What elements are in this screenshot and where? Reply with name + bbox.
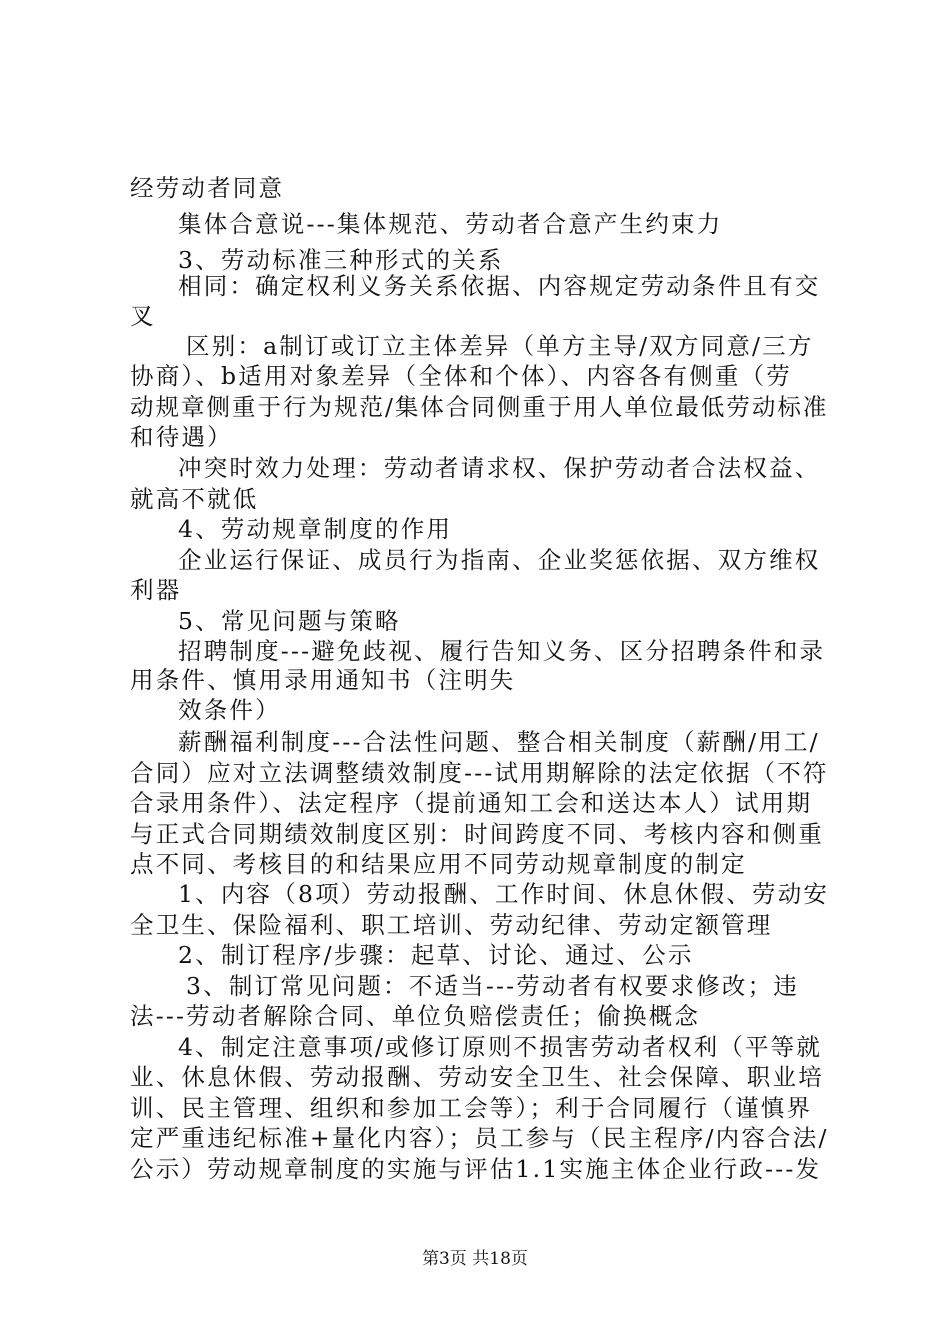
- text-line: 2、制订程序/步骤：起草、讨论、通过、公示: [178, 941, 694, 969]
- text-line: 1、内容（8项）劳动报酬、工作时间、休息休假、劳动安: [178, 880, 830, 908]
- text-line: 区别：a制订或订立主体差异（单方主导/双方同意/三方: [186, 332, 814, 360]
- text-line: 薪酬福利制度---合法性问题、整合相关制度（薪酬/用工/: [178, 728, 820, 756]
- text-line: 就高不就低: [130, 485, 259, 513]
- text-line: 用条件、慎用录用通知书（注明失: [130, 666, 516, 694]
- text-line: 训、民主管理、组织和参加工会等）；利于合同履行（谨慎界: [130, 1094, 813, 1122]
- text-line: 动规章侧重于行为规范/集体合同侧重于用人单位最低劳动标准: [130, 393, 829, 421]
- text-line: 相同：确定权利义务关系依据、内容规定劳动条件且有交: [178, 272, 821, 300]
- text-line: 协商）、b适用对象差异（全体和个体）、内容各有侧重（劳: [130, 362, 792, 390]
- text-line: 利器: [130, 576, 182, 604]
- text-line: 业、休息休假、劳动报酬、劳动安全卫生、社会保障、职业培: [130, 1063, 824, 1091]
- text-line: 招聘制度---避免歧视、履行告知义务、区分招聘条件和录: [178, 637, 826, 665]
- text-line: 5、常见问题与策略: [178, 607, 401, 635]
- text-line: 与正式合同期绩效制度区别：时间跨度不同、考核内容和侧重: [130, 820, 824, 848]
- text-line: 经劳动者同意: [130, 174, 285, 202]
- text-line: 4、劳动规章制度的作用: [178, 515, 453, 543]
- text-line: 全卫生、保险福利、职工培训、劳动纪律、劳动定额管理: [130, 911, 773, 939]
- text-line: 企业运行保证、成员行为指南、企业奖惩依据、双方维权: [178, 546, 821, 574]
- text-line: 效条件）: [178, 696, 281, 724]
- text-line: 3、劳动标准三种形式的关系: [178, 246, 504, 274]
- text-line: 合录用条件）、法定程序（提前通知工会和送达本人）试用期: [130, 789, 813, 817]
- text-line: 公示）劳动规章制度的实施与评估1.1实施主体企业行政---发: [130, 1155, 822, 1183]
- text-line: 合同）应对立法调整绩效制度---试用期解除的法定依据（不符: [130, 759, 829, 787]
- page-number-footer: 第3页 共18页: [422, 1249, 528, 1269]
- text-line: 点不同、考核目的和结果应用不同劳动规章制度的制定: [130, 850, 747, 878]
- text-line: 法---劳动者解除合同、单位负赔偿责任；偷换概念: [130, 1002, 701, 1030]
- text-line: 冲突时效力处理：劳动者请求权、保护劳动者合法权益、: [178, 454, 821, 482]
- text-line: 定严重违纪标准+量化内容）；员工参与（民主程序/内容合法/: [130, 1124, 829, 1152]
- text-line: 和待遇）: [130, 423, 233, 451]
- text-line: 3、制订常见问题：不适当---劳动者有权要求修改；违: [186, 972, 799, 1000]
- text-line: 叉: [130, 302, 156, 330]
- text-line: 4、制定注意事项/或修订原则不损害劳动者权利（平等就: [178, 1033, 823, 1061]
- text-line: 集体合意说---集体规范、劳动者合意产生约束力: [178, 210, 723, 238]
